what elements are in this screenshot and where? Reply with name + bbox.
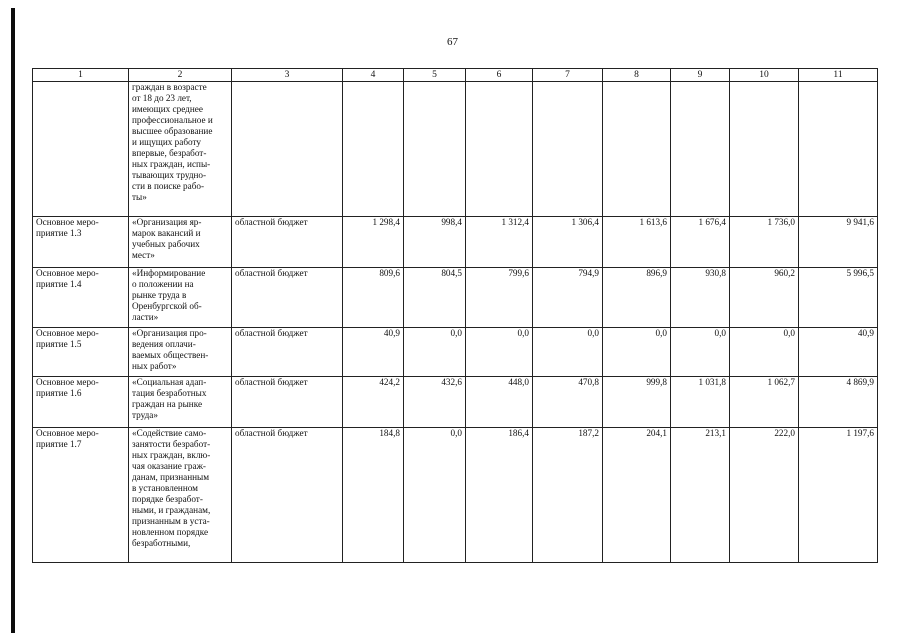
value-cell: 809,6 bbox=[343, 268, 404, 328]
value-cell: 1 306,4 bbox=[533, 217, 603, 268]
funding-source-cell bbox=[232, 82, 343, 217]
value-cell: 1 676,4 bbox=[671, 217, 730, 268]
value-cell: 448,0 bbox=[466, 377, 533, 428]
table-row bbox=[33, 268, 878, 328]
event-description-cell: «Социальная адап- тация безработных граждан на рынке труда» bbox=[129, 377, 232, 428]
value-cell: 960,2 bbox=[730, 268, 799, 328]
value-cell: 896,9 bbox=[603, 268, 671, 328]
value-cell: 0,0 bbox=[730, 328, 799, 377]
column-header: 1 bbox=[33, 69, 129, 82]
column-header: 2 bbox=[129, 69, 232, 82]
value-cell: 470,8 bbox=[533, 377, 603, 428]
value-cell: 0,0 bbox=[533, 328, 603, 377]
column-header: 9 bbox=[671, 69, 730, 82]
value-cell: 187,2 bbox=[533, 428, 603, 563]
value-cell: 1 312,4 bbox=[466, 217, 533, 268]
value-cell: 1 736,0 bbox=[730, 217, 799, 268]
table-row bbox=[33, 428, 878, 563]
table-row bbox=[33, 328, 878, 377]
value-cell: 432,6 bbox=[404, 377, 466, 428]
event-cell bbox=[33, 82, 129, 217]
event-cell: Основное меро- приятие 1.6 bbox=[33, 377, 129, 428]
funding-source-cell: областной бюджет bbox=[232, 428, 343, 563]
column-header: 3 bbox=[232, 69, 343, 82]
value-cell: 4 869,9 bbox=[799, 377, 878, 428]
value-cell: 930,8 bbox=[671, 268, 730, 328]
event-description-cell: «Содействие само- занятости безработ- ных граждан, вклю- чая оказание граж- данам, признанным в установленном порядке безработ- ными, и гражданам, признанным в уста- новленном порядке безработными, bbox=[129, 428, 232, 563]
table-row bbox=[33, 377, 878, 428]
value-cell: 804,5 bbox=[404, 268, 466, 328]
page-binding-line bbox=[11, 8, 15, 633]
value-cell: 1 062,7 bbox=[730, 377, 799, 428]
column-header: 11 bbox=[799, 69, 878, 82]
column-header: 6 bbox=[466, 69, 533, 82]
value-cell: 0,0 bbox=[603, 328, 671, 377]
value-cell: 204,1 bbox=[603, 428, 671, 563]
event-cell: Основное меро- приятие 1.7 bbox=[33, 428, 129, 563]
value-cell: 799,6 bbox=[466, 268, 533, 328]
column-header: 10 bbox=[730, 69, 799, 82]
value-cell bbox=[404, 82, 466, 217]
value-cell: 0,0 bbox=[404, 428, 466, 563]
column-header: 5 bbox=[404, 69, 466, 82]
value-cell bbox=[466, 82, 533, 217]
value-cell: 186,4 bbox=[466, 428, 533, 563]
column-header: 8 bbox=[603, 69, 671, 82]
event-description-cell: граждан в возрасте от 18 до 23 лет, имеющих среднее профессиональное и высшее образование и ищущих работу впервые, безработ- ных граждан, испы- тывающих трудно- сти в поиске рабо- ты» bbox=[129, 82, 232, 217]
value-cell: 40,9 bbox=[343, 328, 404, 377]
budget-table bbox=[32, 68, 878, 563]
value-cell: 9 941,6 bbox=[799, 217, 878, 268]
table-row bbox=[33, 82, 878, 217]
value-cell: 1 197,6 bbox=[799, 428, 878, 563]
value-cell: 5 996,5 bbox=[799, 268, 878, 328]
table-row bbox=[33, 217, 878, 268]
value-cell: 1 298,4 bbox=[343, 217, 404, 268]
column-header: 7 bbox=[533, 69, 603, 82]
value-cell: 222,0 bbox=[730, 428, 799, 563]
value-cell bbox=[730, 82, 799, 217]
event-description-cell: «Информирование о положении на рынке труда в Оренбургской об- ласти» bbox=[129, 268, 232, 328]
value-cell bbox=[799, 82, 878, 217]
value-cell: 184,8 bbox=[343, 428, 404, 563]
value-cell: 0,0 bbox=[466, 328, 533, 377]
event-description-cell: «Организация яр- марок вакансий и учебных рабочих мест» bbox=[129, 217, 232, 268]
page-number: 67 bbox=[447, 36, 458, 48]
value-cell bbox=[603, 82, 671, 217]
event-cell: Основное меро- приятие 1.5 bbox=[33, 328, 129, 377]
column-number-row bbox=[33, 69, 878, 82]
value-cell: 794,9 bbox=[533, 268, 603, 328]
funding-source-cell: областной бюджет bbox=[232, 217, 343, 268]
value-cell: 1 031,8 bbox=[671, 377, 730, 428]
value-cell bbox=[671, 82, 730, 217]
value-cell bbox=[343, 82, 404, 217]
value-cell: 998,4 bbox=[404, 217, 466, 268]
event-cell: Основное меро- приятие 1.3 bbox=[33, 217, 129, 268]
value-cell: 424,2 bbox=[343, 377, 404, 428]
event-cell: Основное меро- приятие 1.4 bbox=[33, 268, 129, 328]
value-cell: 0,0 bbox=[671, 328, 730, 377]
funding-source-cell: областной бюджет bbox=[232, 377, 343, 428]
funding-source-cell: областной бюджет bbox=[232, 328, 343, 377]
event-description-cell: «Организация про- ведения оплачи- ваемых обществен- ных работ» bbox=[129, 328, 232, 377]
column-header: 4 bbox=[343, 69, 404, 82]
value-cell bbox=[533, 82, 603, 217]
funding-source-cell: областной бюджет bbox=[232, 268, 343, 328]
value-cell: 999,8 bbox=[603, 377, 671, 428]
value-cell: 40,9 bbox=[799, 328, 878, 377]
value-cell: 0,0 bbox=[404, 328, 466, 377]
value-cell: 213,1 bbox=[671, 428, 730, 563]
value-cell: 1 613,6 bbox=[603, 217, 671, 268]
